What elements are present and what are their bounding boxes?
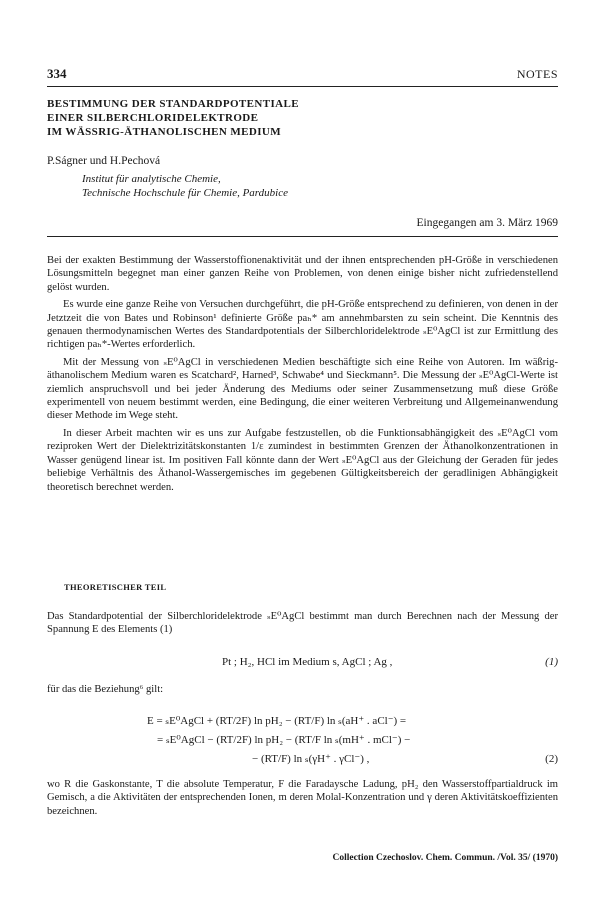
page-number: 334 [47, 66, 67, 81]
equation-2-number: (2) [545, 753, 558, 765]
section-label: NOTES [516, 67, 558, 81]
paragraph: wo R die Gaskonstante, T die absolute Temperatur, F die Faradaysche Ladung, pH₂ den Wasserstoffpartialdruck im Gemisch, a die Aktivitäten der entsprechenden Ionen, m deren Molal-Konzentration und γ deren Aktivitätskoeffizienten bezeichnen. [47, 779, 558, 817]
equation-2-line: = ₛE⁰AgCl − (RT/2F) ln pH₂ − (RT/F ln ₛ(mH⁺ . mCl⁻) − [157, 734, 411, 746]
paragraph: Mit der Messung von ₛE⁰AgCl in verschiedenen Medien beschäftigte sich eine Reihe von Autoren. Im wäßrig-äthanolischem Medium waren es Scatchard², Harned³, Schwabe⁴ und Sieckmann⁵. Die Messung der ₛE⁰AgCl-Werte ist ziemlich anspruchsvoll und bei jeder Änderung des Mediums oder seiner Zusammensetzung muß diese Größe experimentell von neuem bestimmt werden, eine Bedingung, die einer weiteren Verbreitung und Allgemeinanwendung dieser Methode im Wege steht. [47, 356, 558, 422]
article-title [47, 97, 299, 139]
running-head [47, 66, 558, 87]
received-date: Eingegangen am 3. März 1969 [416, 217, 558, 229]
paragraph: Bei der exakten Bestimmung der Wasserstoffionenaktivität und der ihnen entsprechenden pH-Größe in verschiedenen Lösungsmitteln begegnet man einer ganzen Reihe von Problemen, von denen einige bisher nicht zufriedenstellend gelöst wurden. [47, 255, 558, 293]
intro-text [47, 254, 558, 498]
affiliation-line: Technische Hochschule für Chemie, Pardubice [82, 187, 289, 199]
affiliation-line: Institut für analytische Chemie, [82, 173, 221, 185]
authors: P.Ságner und H.Pechová [47, 155, 161, 167]
affiliation [82, 172, 288, 200]
section-heading: THEORETISCHER TEIL [64, 582, 167, 592]
header-rule [47, 236, 558, 237]
paragraph: Das Standardpotential der Silberchloridelektrode ₛE⁰AgCl bestimmt man durch Berechnen nach der Messung der Spannung E des Elements (1) [47, 611, 558, 636]
title-line: BESTIMMUNG DER STANDARDPOTENTIALE [47, 98, 299, 110]
title-line: EINER SILBERCHLORIDELEKTRODE [47, 112, 259, 124]
theory-text [47, 610, 558, 641]
equation-2-line: E = ₛE⁰AgCl + (RT/2F) ln pH₂ − (RT/F) ln ₛ(aH⁺ . aCl⁻) = [147, 715, 407, 727]
paragraph: In dieser Arbeit machten wir es uns zur Aufgabe festzustellen, ob die Funktionsabhängigkeit des ₛE⁰AgCl vom reziproken Wert der Dielektrizitätskonstanten 1/ε zumindest in bestimmten Grenzen der Äthanolkonzentrationen in Wasser genügend linear ist. Im positiven Fall könnte dann der Wert ₛE⁰AgCl aus der Gleichung der Geraden für jedes beliebige Verhältnis des Äthanol-Wassergemisches im gegebenen Gültigkeitsbereich der geradlinigen Abhängigkeit theoretisch berechnet werden. [47, 427, 558, 493]
equation-1-number: (1) [545, 656, 558, 668]
closing-text [47, 778, 558, 822]
paragraph: Es wurde eine ganze Reihe von Versuchen durchgeführt, die pH-Größe entsprechend zu definieren, von denen in der Jetztzeit die von Bates und Robinson¹ definierte Größe paₕ* am annehmbarsten zu sein scheint. Die Kenntnis des genauen thermodynamischen Wertes des Standardpotentials der Silberchloridelektrode ₛE⁰AgCl ist zur Ermittlung des richtigen paₕ*-Wertes erforderlich. [47, 299, 558, 351]
equation-1-lead: für das die Beziehung⁶ gilt: [47, 684, 164, 695]
journal-footer: Collection Czechoslov. Chem. Commun. /Vol. 35/ (1970) [332, 853, 558, 863]
title-line: IM WÄSSRIG-ÄTHANOLISCHEN MEDIUM [47, 126, 282, 138]
equation-2-line: − (RT/F) ln ₛ(γH⁺ . γCl⁻) , [252, 753, 370, 765]
equation-1-body: Pt ; H₂, HCl im Medium s, AgCl ; Ag , [222, 656, 393, 668]
